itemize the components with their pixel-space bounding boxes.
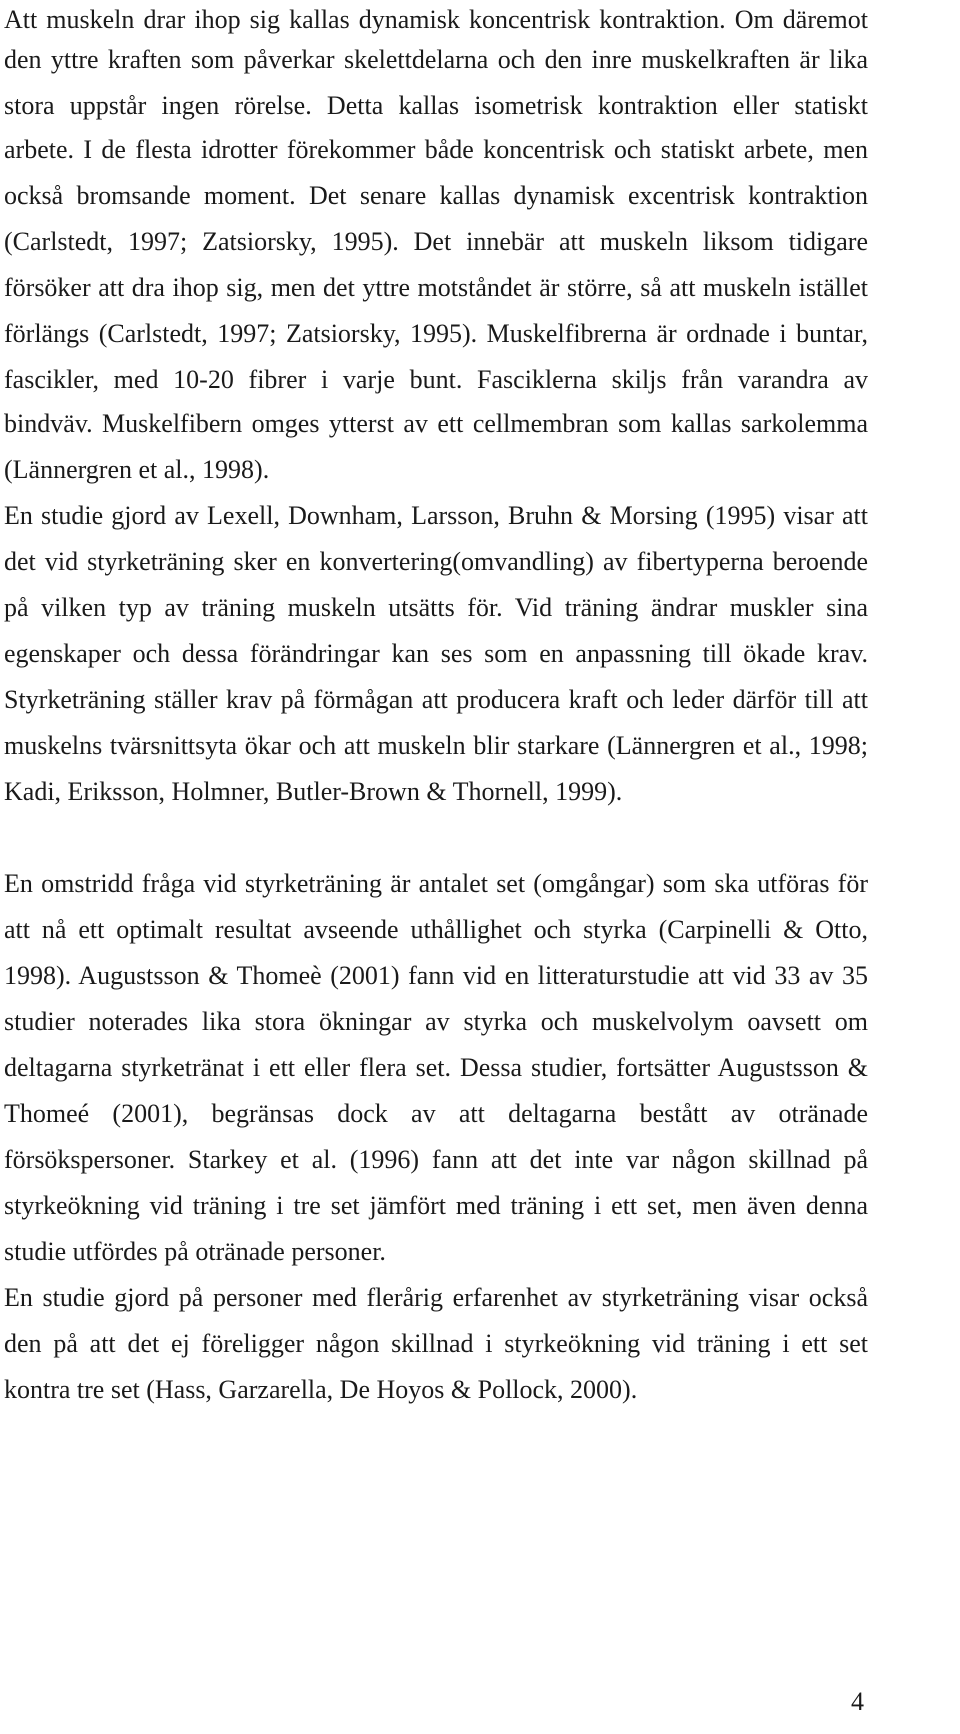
text-line: också bromsande moment. Det senare kallas dynamisk excentrisk kontraktion <box>4 181 868 210</box>
text-line: Thomeé (2001), begränsas dock av att deltagarna bestått av otränade <box>4 1099 868 1128</box>
text-line: (Carlstedt, 1997; Zatsiorsky, 1995). Det innebär att muskeln liksom tidigare <box>4 227 868 256</box>
text-line: Att muskeln drar ihop sig kallas dynamisk koncentrisk kontraktion. Om däremot <box>4 5 868 34</box>
text-line: En studie gjord på personer med flerårig erfarenhet av styrketräning visar också <box>4 1283 868 1312</box>
text-line: på vilken typ av träning muskeln utsätts för. Vid träning ändrar muskler sina <box>4 593 868 622</box>
text-line: (Lännergren et al., 1998). <box>4 455 270 484</box>
text-line: studie utfördes på otränade personer. <box>4 1237 386 1266</box>
text-line: muskelns tvärsnittsyta ökar och att muskeln blir starkare (Lännergren et al., 1998; <box>4 731 868 760</box>
text-line: att nå ett optimalt resultat avseende uthållighet och styrka (Carpinelli & Otto, <box>4 915 868 944</box>
text-line: kontra tre set (Hass, Garzarella, De Hoyos & Pollock, 2000). <box>4 1375 638 1404</box>
text-line: stora uppstår ingen rörelse. Detta kallas isometrisk kontraktion eller statiskt <box>4 91 868 120</box>
text-line: En omstridd fråga vid styrketräning är antalet set (omgångar) som ska utföras för <box>4 869 868 898</box>
text-line: fascikler, med 10-20 fibrer i varje bunt. Fasciklerna skiljs från varandra av <box>4 365 868 394</box>
text-line: deltagarna styrketränat i ett eller flera set. Dessa studier, fortsätter Augustsson & <box>4 1053 868 1082</box>
text-line: försökspersoner. Starkey et al. (1996) fann att det inte var någon skillnad på <box>4 1145 868 1174</box>
text-line: En studie gjord av Lexell, Downham, Larsson, Bruhn & Morsing (1995) visar att <box>4 501 868 530</box>
text-line: det vid styrketräning sker en konvertering(omvandling) av fibertyperna beroende <box>4 547 868 576</box>
text-line: Kadi, Eriksson, Holmner, Butler-Brown & Thornell, 1999). <box>4 777 623 806</box>
text-line: studier noterades lika stora ökningar av styrka och muskelvolym oavsett om <box>4 1007 868 1036</box>
page-number: 4 <box>851 1687 864 1716</box>
text-line: den yttre kraften som påverkar skelettdelarna och den inre muskelkraften är lika <box>4 45 868 74</box>
text-line: arbete. I de flesta idrotter förekommer både koncentrisk och statiskt arbete, men <box>4 135 868 164</box>
text-line: försöker att dra ihop sig, men det yttre motståndet är större, så att muskeln istället <box>4 273 868 302</box>
text-line: bindväv. Muskelfibern omges ytterst av ett cellmembran som kallas sarkolemma <box>4 409 868 438</box>
text-line: förlängs (Carlstedt, 1997; Zatsiorsky, 1995). Muskelfibrerna är ordnade i buntar, <box>4 319 868 348</box>
text-line: Styrketräning ställer krav på förmågan att producera kraft och leder därför till att <box>4 685 868 714</box>
text-line: styrkeökning vid träning i tre set jämfört med träning i ett set, men även denna <box>4 1191 868 1220</box>
text-line: 1998). Augustsson & Thomeè (2001) fann vid en litteraturstudie att vid 33 av 35 <box>4 961 868 990</box>
text-line: egenskaper och dessa förändringar kan ses som en anpassning till ökade krav. <box>4 639 868 668</box>
text-line: den på att det ej föreligger någon skillnad i styrkeökning vid träning i ett set <box>4 1329 868 1358</box>
